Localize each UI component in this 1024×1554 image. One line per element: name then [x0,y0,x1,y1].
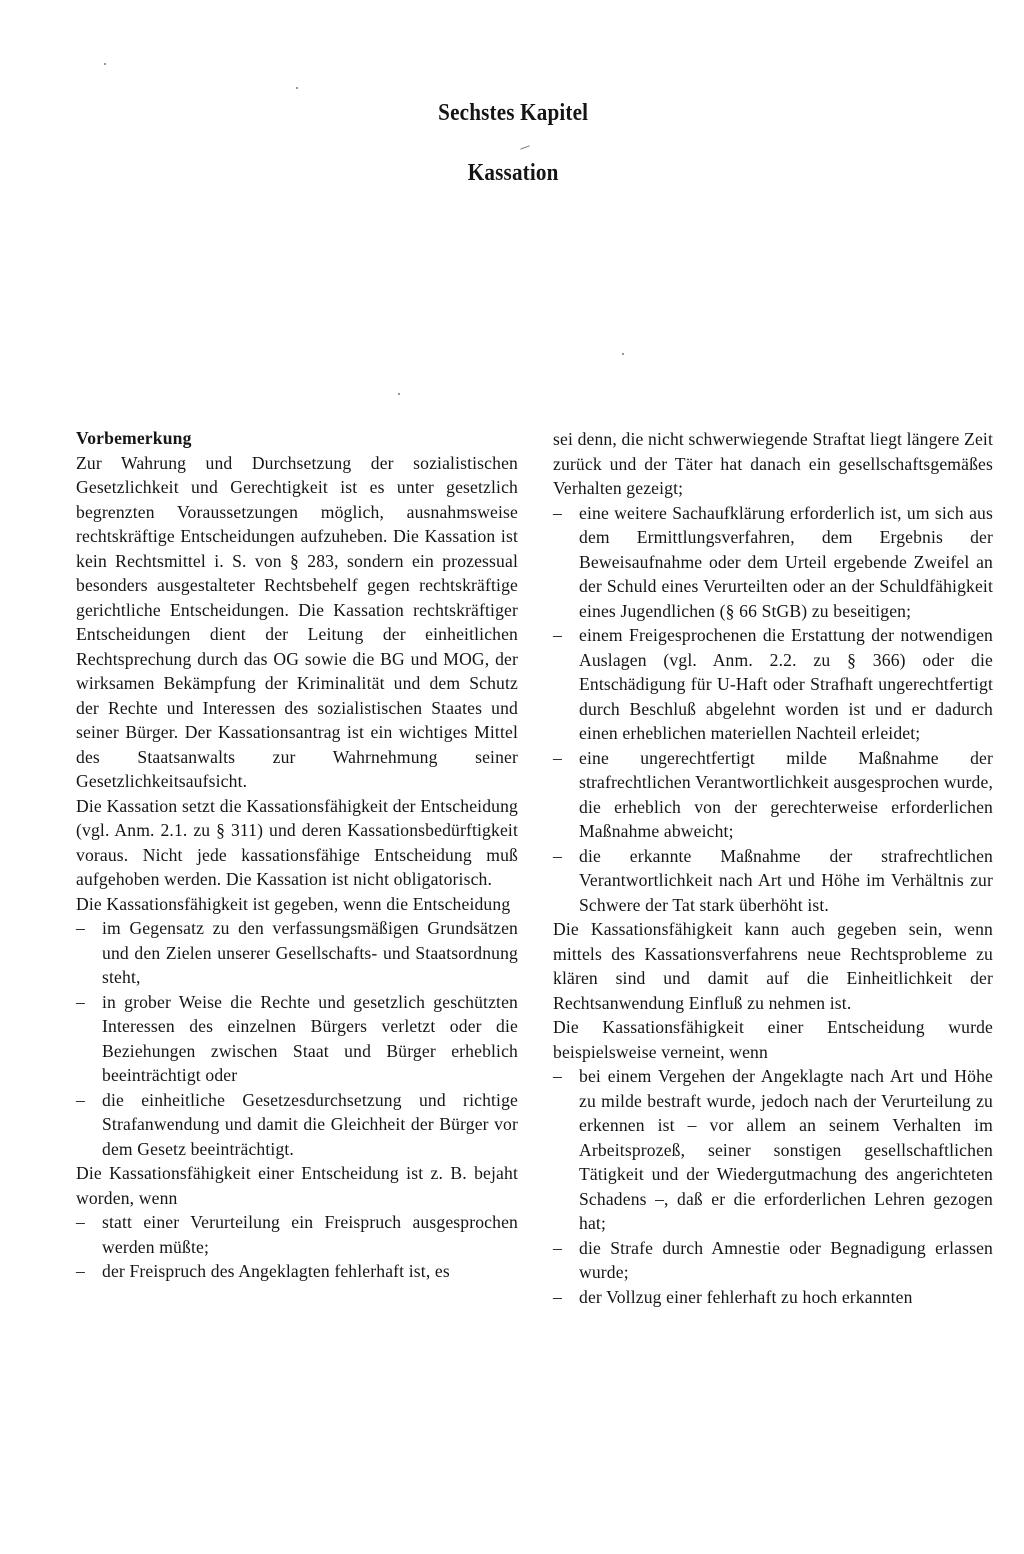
list-item-text: die Strafe durch Amnestie oder Begnadigung erlassen wurde; [579,1237,993,1282]
list-item-text: eine weitere Sachaufklärung erforderlich ist, um sich aus dem Ermittlungsverfahren, dem Ergebnis der Beweisaufnahme oder dem Urteil ergebende Zweifel an der Schuld eines Verurteilten oder an der Schuldfähigkeit eines Jugendlichen (§ 66 StGB) zu beseitigen; [579,502,993,621]
print-speck [296,87,298,89]
print-speck [398,393,400,395]
list-item-text: eine ungerechtfertigt milde Maßnahme der strafrechtlichen Verantwortlichkeit ausgesprochen wurde, die erheblich von der gerechterweise erforderlichen Maßnahme abweicht; [579,747,993,841]
dash-marker: – [553,1286,562,1307]
list-item-text: in grober Weise die Rechte und gesetzlich geschützten Interessen des einzelnen Bürgers verletzt oder die Beziehungen zwischen Staat und Bürger erheblich beeinträchtigt oder [102,991,518,1085]
list-item [553,1064,993,1236]
paragraph: Die Kassationsfähigkeit einer Entscheidung wurde beispielsweise verneint, wenn [553,1017,993,1062]
list-item-text: der Vollzug einer fehlerhaft zu hoch erkannten [579,1286,913,1307]
list-item [553,844,993,918]
list-item-text: der Freispruch des Angeklagten fehlerhaft ist, es [102,1261,450,1281]
paragraph: Die Kassationsfähigkeit einer Entscheidung ist z. B. bejaht worden, wenn [76,1163,518,1208]
paragraph: Die Kassationsfähigkeit ist gegeben, wenn die Entscheidung [76,893,511,914]
list-item-text: einem Freigesprochenen die Erstattung der notwendigen Auslagen (vgl. Anm. 2.2. zu § 366) oder die Entschädigung für U-Haft oder Strafhaft ungerechtfertigt durch Beschluß abgelehnt worden ist und er dadurch einen erheblichen materiellen Nachteil erleidet; [579,625,993,743]
list-item [76,1088,518,1162]
print-speck [520,145,530,149]
paragraph: Die Kassation setzt die Kassationsfähigkeit der Entscheidung (vgl. Anm. 2.1. zu § 311) und deren Kassationsbedürftigkeit voraus. Nicht jede kassationsfähige Entscheidung muß aufgehoben werden. Die Kassation ist nicht obligatorisch. [76,795,518,889]
left-column [76,426,518,1284]
list-item-text: statt einer Verurteilung ein Freispruch ausgesprochen werden müßte; [102,1212,518,1257]
list-item-text: die einheitliche Gesetzesdurchsetzung und richtige Strafanwendung und damit die Gleichheit der Bürger vor dem Gesetz beeinträchtigt. [102,1089,518,1159]
dash-marker: – [553,1237,562,1258]
dash-marker: – [553,502,562,523]
paragraph-continued: sei denn, die nicht schwerwiegende Straftat liegt längere Zeit zurück und der Täter hat danach ein gesellschaftsgemäßes Verhalten gezeigt; [553,429,993,498]
dash-marker: – [76,1089,85,1110]
right-column [553,427,993,1309]
paragraph: Zur Wahrung und Durchsetzung der sozialistischen Gesetzlichkeit und Gerechtigkeit ist es unter gesetzlich begrenzten Voraussetzungen möglich, ausnahmsweise rechtskräftige Entscheidungen aufzuheben. Die Kassation ist kein Rechtsmittel i. S. von § 283, sondern ein prozessual besonders ausgestalteter Rechtsbehelf gegen rechtskräftige gerichtliche Entscheidungen. Die Kassation rechtskräftiger Entscheidungen dient der Leitung der einheitlichen Rechtsprechung durch das OG sowie die BG und MOG, der wirksamen Bekämpfung der Kriminalität und dem Schutz der Rechte und Interessen des sozialistischen Staates und seiner Bürger. Der Kassationsantrag ist ein wichtiges Mittel des Staatsanwalts zur Wahrnehmung seiner Gesetzlichkeitsaufsicht. [76,452,518,791]
list-item-text: im Gegensatz zu den verfassungsmäßigen Grundsätzen und den Zielen unserer Gesellschafts- und Staatsordnung steht, [102,918,518,987]
dash-marker: – [76,1212,85,1232]
list-item [76,1259,518,1284]
list-item-text: bei einem Vergehen der Angeklagte nach Art und Höhe zu milde bestraft wurde, jedoch nach der Verurteilung zu erkennen ist – vor allem an seinem Verhalten im Arbeitsprozeß, seiner sonstigen gesellschaftlichen Tätigkeit und der Wiedergutmachung des angerichteten Schadens –, daß er die erforderlichen Lehren gezogen hat; [579,1066,993,1233]
dash-marker: – [553,747,562,768]
list-item [553,501,993,624]
paragraph: Die Kassationsfähigkeit kann auch gegeben sein, wenn mittels des Kassationsverfahrens neue Rechtsprobleme zu klären sind und damit auf die Einheitlichkeit der Rechtsanwendung Einfluß zu nehmen ist. [553,919,993,1013]
print-speck [622,353,624,355]
section-heading: Vorbemerkung [76,428,192,448]
list-item [76,916,518,990]
dash-marker: – [553,845,562,866]
list-item [553,1236,993,1285]
list-item-text: die erkannte Maßnahme der strafrechtlichen Verantwortlichkeit nach Art und Höhe im Verhältnis zur Schwere der Tat stark überhöht ist. [579,845,993,915]
dash-marker: – [76,1261,85,1281]
print-speck [104,63,106,65]
dash-marker: – [76,918,85,938]
list-item [553,1285,993,1310]
list-item [76,1210,518,1259]
dash-marker: – [76,991,85,1012]
list-item [553,746,993,844]
chapter-number: Sechstes Kapitel [438,100,589,126]
list-item [553,623,993,746]
dash-marker: – [553,1066,562,1086]
chapter-title: Kassation [467,160,559,186]
dash-marker: – [553,625,562,645]
list-item [76,990,518,1088]
